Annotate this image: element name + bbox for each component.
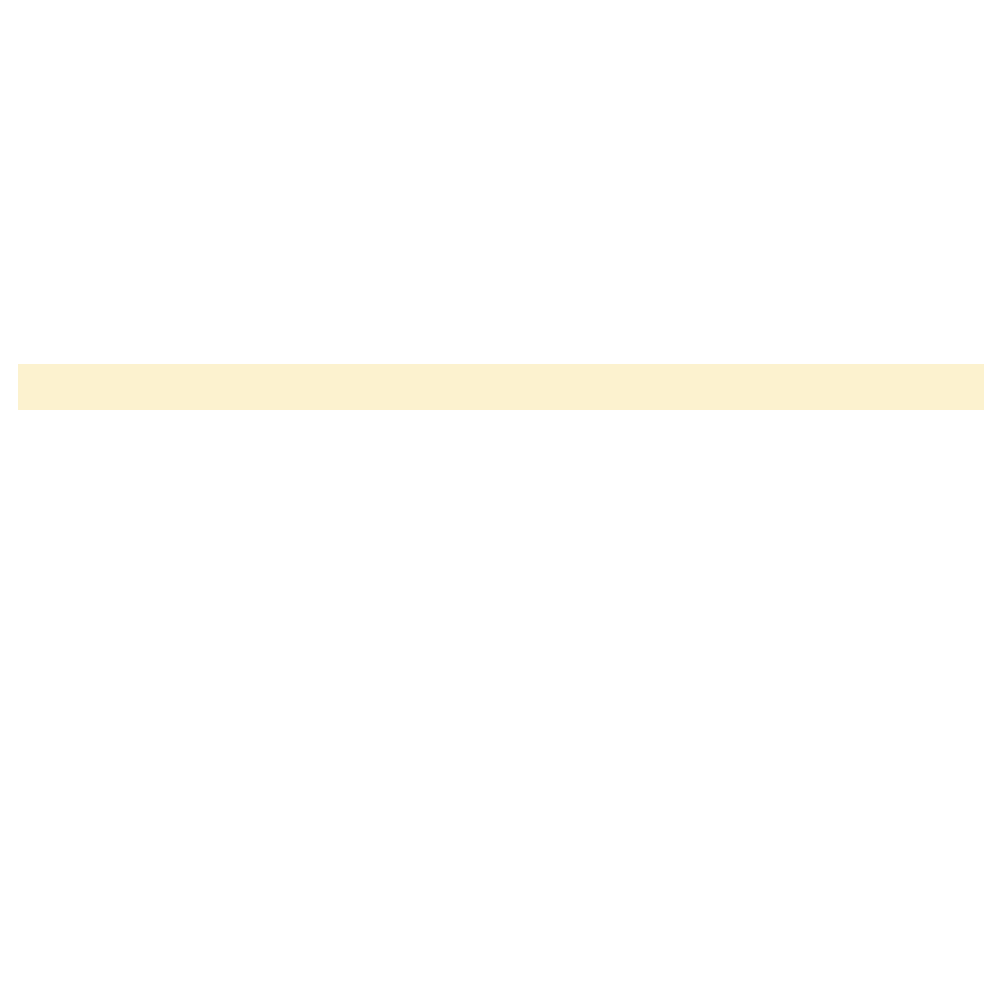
header-row bbox=[18, 364, 984, 410]
table-title bbox=[30, 312, 54, 356]
